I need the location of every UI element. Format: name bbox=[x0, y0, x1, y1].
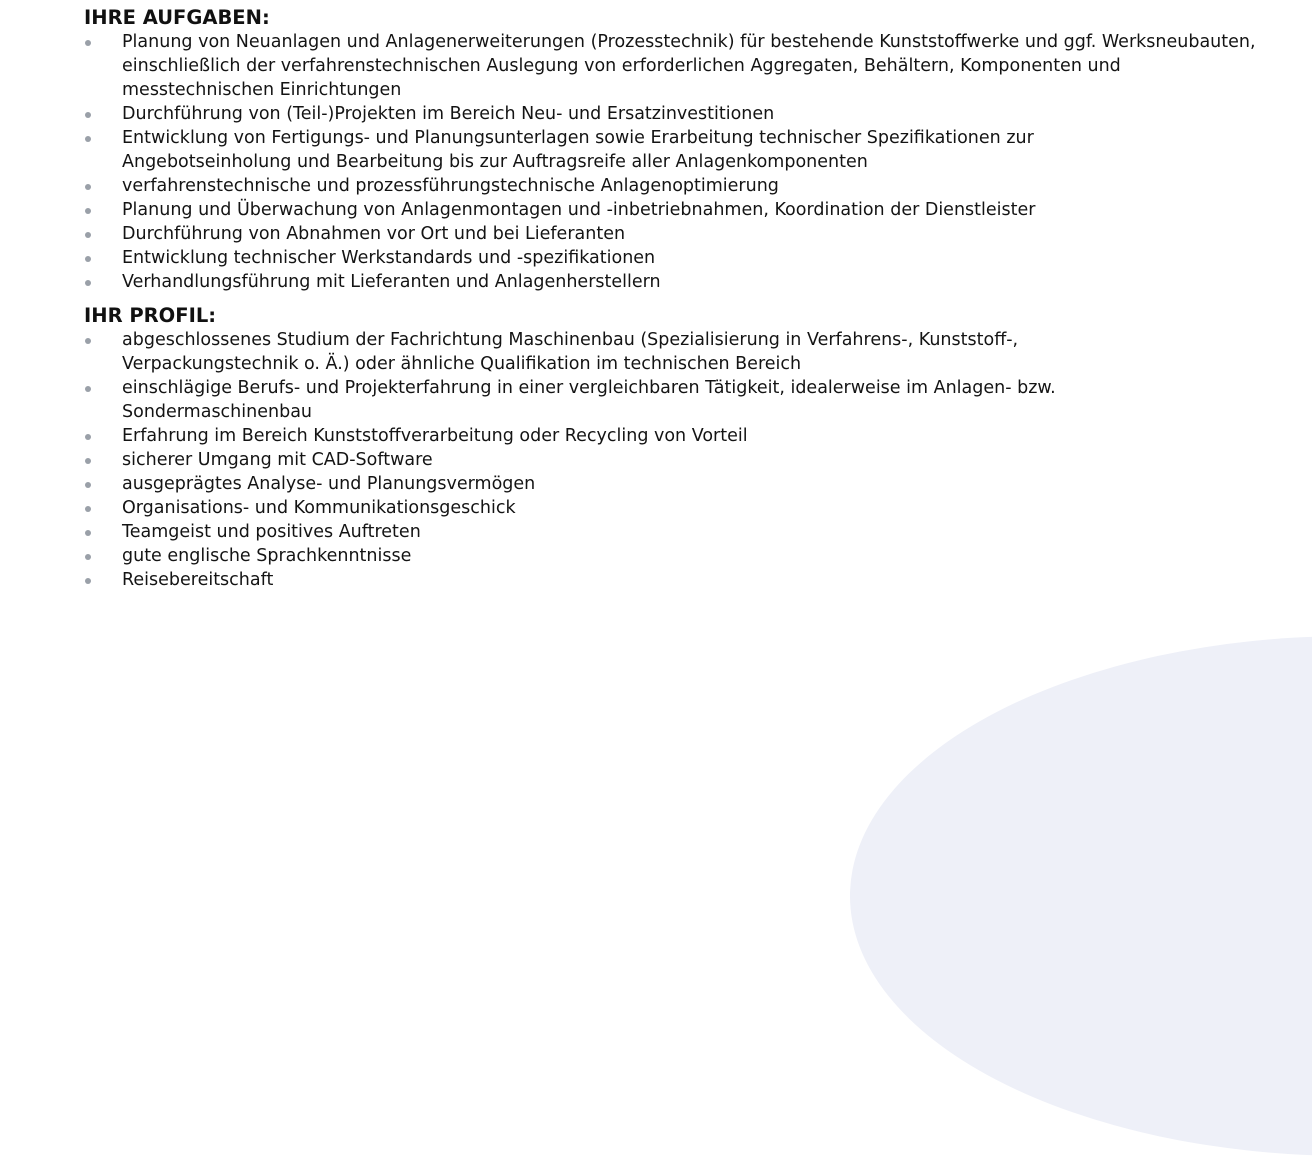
list-item: abgeschlossenes Studium der Fachrichtung Maschinenbau (Spezialisierung in Verfahrens-, Kunststoff-, Verpackungstechnik o. Ä.) oder ähnliche Qualifikation im technischen Bereich bbox=[84, 328, 1192, 376]
list-item: einschlägige Berufs- und Projekterfahrung in einer vergleichbaren Tätigkeit, idealerweise im Anlagen- bzw. Sondermaschinenbau bbox=[84, 376, 1182, 424]
list-item: Planung und Überwachung von Anlagenmontagen und -inbetriebnahmen, Koordination der Dienstleister bbox=[84, 198, 1294, 222]
tasks-list bbox=[84, 30, 1294, 294]
list-item: Verhandlungsführung mit Lieferanten und Anlagenherstellern bbox=[84, 270, 1294, 294]
list-item: verfahrenstechnische und prozessführungstechnische Anlagenoptimierung bbox=[84, 174, 1294, 198]
list-item: Organisations- und Kommunikationsgeschick bbox=[84, 496, 1294, 520]
list-item: sicherer Umgang mit CAD-Software bbox=[84, 448, 1294, 472]
list-item: gute englische Sprachkenntnisse bbox=[84, 544, 1294, 568]
profile-heading: IHR PROFIL: bbox=[84, 304, 217, 327]
list-item: Durchführung von Abnahmen vor Ort und bei Lieferanten bbox=[84, 222, 1294, 246]
decorative-background-shape bbox=[850, 636, 1312, 1156]
job-description bbox=[84, 6, 1294, 592]
list-item: Erfahrung im Bereich Kunststoffverarbeitung oder Recycling von Vorteil bbox=[84, 424, 1294, 448]
list-item: Entwicklung technischer Werkstandards und -spezifikationen bbox=[84, 246, 1294, 270]
list-item: Reisebereitschaft bbox=[84, 568, 1294, 592]
profile-list bbox=[84, 328, 1294, 592]
tasks-heading: IHRE AUFGABEN: bbox=[84, 6, 270, 29]
list-item: Planung von Neuanlagen und Anlagenerweiterungen (Prozesstechnik) für bestehende Kunststoffwerke und ggf. Werksneubauten, einschließlich der verfahrenstechnischen Auslegung von erforderlichen Aggregaten, Behältern, Komponenten und messtechnischen Einrichtungen bbox=[84, 30, 1262, 102]
list-item: Teamgeist und positives Auftreten bbox=[84, 520, 1294, 544]
list-item: Durchführung von (Teil-)Projekten im Bereich Neu- und Ersatzinvestitionen bbox=[84, 102, 1294, 126]
profile-section bbox=[84, 304, 1294, 592]
tasks-section bbox=[84, 6, 1294, 294]
list-item: Entwicklung von Fertigungs- und Planungsunterlagen sowie Erarbeitung technischer Spezifikationen zur Angebotseinholung und Bearbeitung bis zur Auftragsreife aller Anlagenkomponenten bbox=[84, 126, 1162, 174]
list-item: ausgeprägtes Analyse- und Planungsvermögen bbox=[84, 472, 1294, 496]
